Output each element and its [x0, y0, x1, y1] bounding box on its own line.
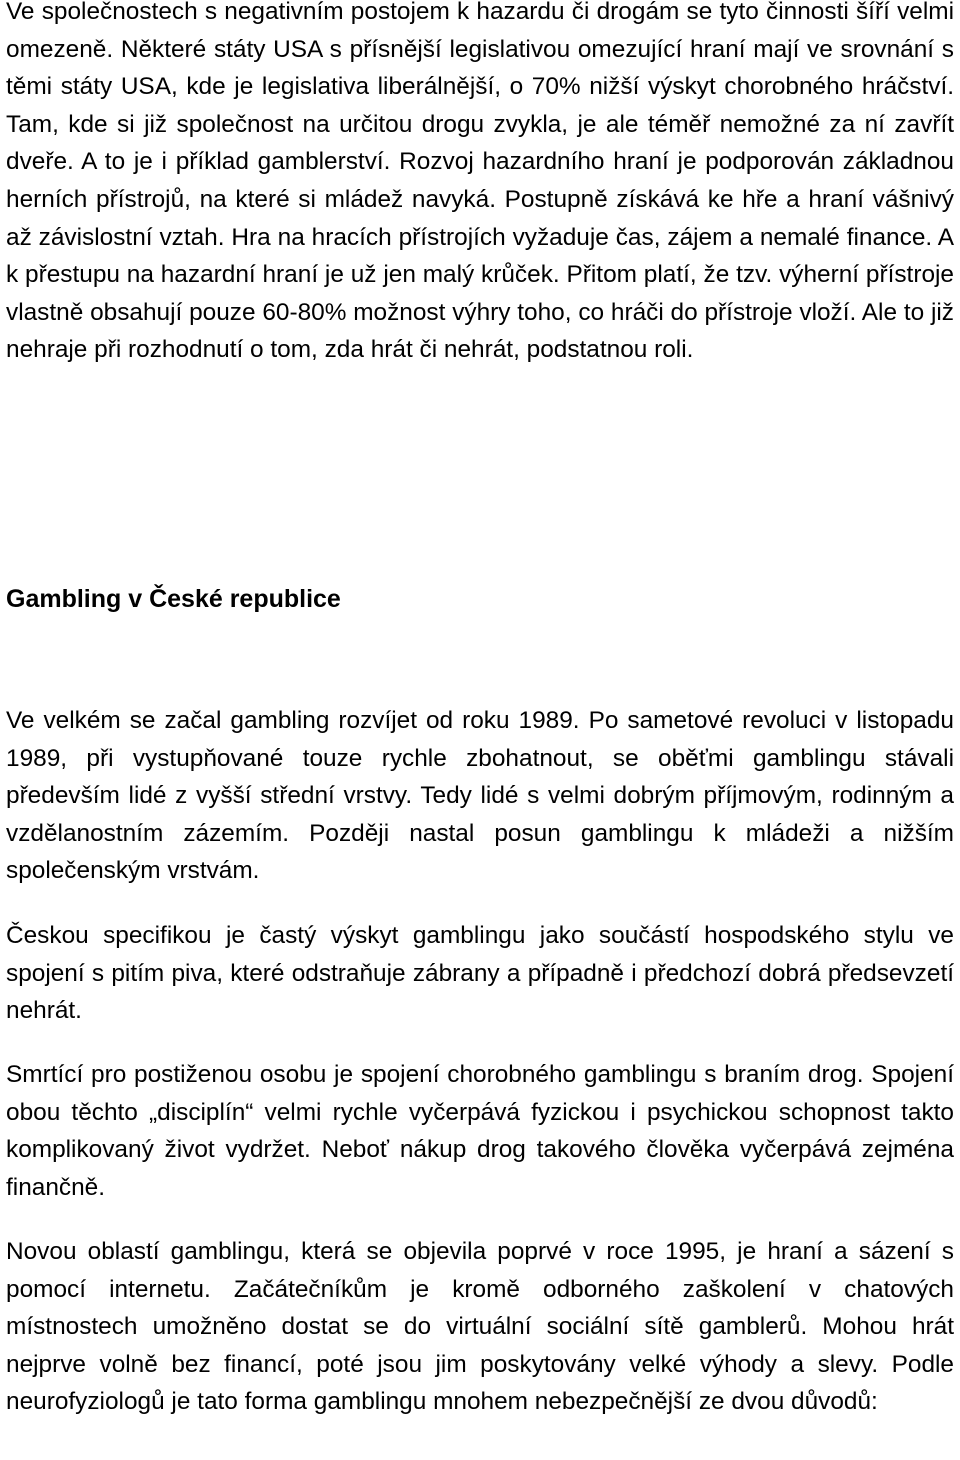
paragraph-gambling-history: Ve velkém se začal gambling rozvíjet od roku 1989. Po sametové revoluci v listopadu 1989, při vystupňované touze rychle zbohatnout, se oběťmi gamblingu stávali především lidé z vyšší střední vrstvy. Tedy lidé s velmi dobrým příjmovým, rodinným a vzdělanostním zázemím. Později nastal posun gamblingu k mládeži a nižším společenským vrstvám.: [6, 707, 954, 885]
paragraph-gambling-spread: Ve společnostech s negativním postojem k hazardu či drogám se tyto činnosti šíří velmi omezeně. Některé státy USA s přísnější legislativou omezující hraní mají ve srovnání s těmi státy USA, kde je legislativa liberálnější, o 70% nižší výskyt chorobného hráčství. Tam, kde si již společnost na určitou drogu zvykla, je ale téměř nemožné za ní zavřít dveře. A to je i příklad gamblerství. Rozvoj hazardního hraní je podporován základnou herních přístrojů, na které si mládež navyká. Postupně získává ke hře a hraní vášnivý až závislostní vztah. Hra na hracích přístrojích vyžaduje čas, zájem a nemalé finance. A k přestupu na hazardní hraní je už jen malý krůček. Přitom platí, že tzv. výherní přístroje vlastně obsahují pouze 60-80% možnost výhry toho, co hráči do přístroje vloží. Ale to již nehraje při rozhodnutí o tom, zda hrát či nehrát, podstatnou roli.: [6, 0, 954, 364]
paragraph-gambling-and-drugs: Smrtící pro postiženou osobu je spojení chorobného gamblingu s braním drog. Spojení obou těchto „disciplín“ velmi rychle vyčerpává fyzickou i psychickou schopnost takto komplikovaný život vydržet. Neboť nákup drog takového člověka vyčerpává zejména finančně.: [6, 1061, 954, 1201]
section-heading: Gambling v České republice: [6, 585, 341, 613]
paragraph-internet-gambling: Novou oblastí gamblingu, která se objevila poprvé v roce 1995, je hraní a sázení s pomocí internetu. Začátečníkům je kromě odborného zaškolení v chatových místnostech umožněno dostat se do virtuální sociální sítě gamblerů. Mohou hrát nejprve volně bez financí, poté jsou jim poskytovány velké výhody a slevy. Podle neurofyziologů je tato forma gamblingu mnohem nebezpečnější ze dvou důvodů:: [6, 1238, 954, 1416]
paragraph-pub-gambling: Českou specifikou je častý výskyt gamblingu jako součástí hospodského stylu ve spojení s pitím piva, které odstraňuje zábrany a případně i předchozí dobrá předsevzetí nehrát.: [6, 922, 954, 1025]
